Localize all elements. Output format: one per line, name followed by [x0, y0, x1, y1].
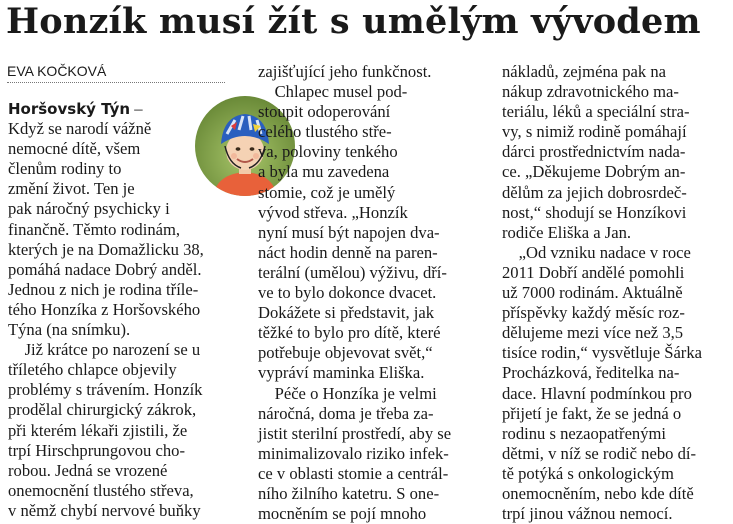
text-line: tého Honzíka z Horšovského: [8, 299, 201, 319]
text-line: Péče o Honzíka je velmi: [258, 383, 437, 403]
text-line: tisíce rodin,“ vysvětluje Šárka: [502, 343, 702, 363]
text-line: mocněním se pojí mnoho: [258, 504, 427, 524]
text-line: náct hodin denně na paren-: [258, 242, 438, 262]
text-line: stoupit odoperování: [258, 102, 391, 122]
text-line: dětmi, v níž se rodič nebo dí-: [502, 443, 697, 463]
text-line: ce. „Děkujeme Dobrým an-: [502, 162, 686, 182]
text-line: ního žilního katetru. S one-: [258, 483, 440, 503]
text-line: jistit sterilní prostředí, aby se: [258, 423, 452, 443]
text-line: vy, s nimiž rodině pomáhají: [502, 122, 687, 142]
text-line: dělům za jejich dobrosrdeč-: [502, 182, 687, 202]
text-line: změní život. Ten je: [8, 179, 135, 199]
text-line: náročná, doma je třeba za-: [258, 403, 434, 423]
text-line: vývod střeva. „Honzík: [258, 202, 408, 222]
text-line: nákup zdravotnického ma-: [502, 82, 679, 102]
text-line: vypráví maminka Eliška.: [258, 363, 425, 383]
text-line: prodělal chirurgický zákrok,: [8, 400, 197, 420]
text-line: kterých je na Domažlicku 38,: [8, 239, 204, 259]
text-line: těžké to bylo pro dítě, které: [258, 323, 441, 343]
text-line: nost,“ shodují se Honzíkovi: [502, 202, 687, 222]
text-line: onemocnění tlustého střeva,: [8, 480, 194, 500]
text-line: ve to bylo dokonce dvacet.: [258, 283, 437, 303]
text-line: 2011 Dobří andělé pomohli: [502, 262, 685, 282]
text-line: Chlapec musel pod-: [258, 82, 408, 102]
text-line: pak náročný psychicky i: [8, 199, 170, 219]
article-column-1: [8, 99, 204, 521]
text-line: dárci prostřednictvím nada-: [502, 142, 686, 162]
text-line: robou. Jedná se vrozené: [8, 460, 168, 480]
text-line: „Od vzniku nadace v roce: [502, 242, 691, 262]
text-line: trpí Hirschprungovou cho-: [8, 440, 185, 460]
author-byline: EVA KOČKOVÁ: [7, 62, 225, 83]
text-line: a byla mu zavedena: [258, 162, 390, 182]
text-line: nyní musí být napojen dva-: [258, 222, 440, 242]
text-line: už 7000 rodinám. Aktuálně: [502, 283, 683, 303]
text-line: Procházková, ředitelka na-: [502, 363, 680, 383]
text-line: Když se narodí vážně: [8, 119, 152, 139]
article-column-3: [502, 62, 702, 524]
text-line: členům rodiny to: [8, 159, 122, 179]
place-dash: –: [130, 99, 143, 118]
text-line: celého tlustého stře-: [258, 122, 392, 142]
lead-line: [8, 99, 204, 119]
text-line: dace. Hlavní podmínkou pro: [502, 383, 692, 403]
text-line: Týna (na snímku).: [8, 320, 131, 340]
text-line: tříletého chlapce objevily: [8, 360, 177, 380]
text-line: ce v oblasti stomie a centrál-: [258, 463, 449, 483]
text-line: zajišťující jeho funkčnost.: [258, 62, 432, 81]
text-line: minimalizovalo riziko infek-: [258, 443, 449, 463]
text-line: tě potýká s onkologickým: [502, 463, 674, 483]
text-line: Dokážete si představit, jak: [258, 303, 435, 323]
text-line: přijetí je fakt, že se jedná o: [502, 403, 682, 423]
text-line: trpí jinou vážnou nemocí.: [502, 504, 673, 524]
text-line: nemocné dítě, všem: [8, 139, 141, 159]
text-line: v němž chybí nervové buňky: [8, 500, 201, 520]
text-line: při kterém lékaři zjistili, že: [8, 420, 188, 440]
place-name: Horšovský Týn: [8, 100, 131, 118]
text-line: terální (umělou) výživu, dří-: [258, 262, 447, 282]
text-line: stomie, což je umělý: [258, 182, 396, 202]
text-line: potřebuje objevovat svět,“: [258, 343, 433, 363]
text-line: Již krátce po narození se u: [8, 340, 201, 360]
text-line: pomáhá nadace Dobrý anděl.: [8, 259, 202, 279]
text-line: teriálu, léků a speciální stra-: [502, 102, 690, 122]
text-line: nákladů, zejména pak na: [502, 62, 667, 81]
article-headline: Honzík musí žít s umělým vývodem: [6, 1, 701, 42]
article-column-2: [258, 62, 451, 524]
text-line: va, poloviny tenkého: [258, 142, 398, 162]
text-line: rodinu s nezaopatřenými: [502, 423, 667, 443]
text-line: onemocněním, nebo kde dítě: [502, 483, 694, 503]
text-line: příspěvky každý měsíc roz-: [502, 303, 685, 323]
text-line: finančně. Těmto rodinám,: [8, 219, 181, 239]
text-line: dělujeme mezi více než 3,5: [502, 323, 684, 343]
text-line: Jednou z nich je rodina tříle-: [8, 279, 199, 299]
text-line: rodiče Eliška a Jan.: [502, 222, 632, 242]
text-line: problémy s trávením. Honzík: [8, 380, 203, 400]
